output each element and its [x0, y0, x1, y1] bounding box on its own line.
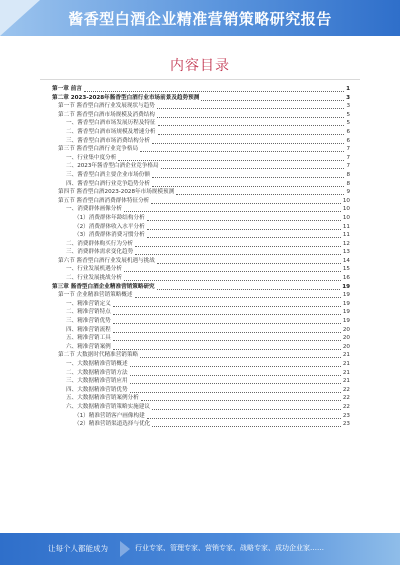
toc-entry-label: 三、大数据精准营销应用	[66, 378, 128, 385]
toc-entry-page: 8	[346, 180, 350, 187]
table-of-contents	[52, 85, 350, 429]
toc-leader-dots	[135, 291, 341, 298]
toc-divider	[40, 79, 360, 80]
toc-leader-dots	[130, 369, 341, 376]
toc-entry[interactable]	[52, 145, 350, 154]
toc-entry-page: 22	[342, 403, 350, 410]
toc-entry[interactable]	[52, 351, 350, 360]
toc-entry-label: 二、消费群体购买行为分析	[66, 240, 134, 247]
toc-entry-label: 第二节 大数据时代精准营销策略	[58, 352, 139, 359]
toc-entry-label: 二、2023年酱香型白酒企业竞争格局	[66, 163, 159, 170]
toc-entry-page: 20	[342, 343, 350, 350]
toc-entry[interactable]	[52, 248, 350, 257]
toc-entry-page: 23	[342, 412, 350, 419]
toc-entry-page: 15	[342, 266, 350, 273]
toc-entry[interactable]	[52, 231, 350, 240]
toc-heading: 内容目录	[170, 58, 230, 74]
toc-entry-page: 21	[342, 369, 350, 376]
toc-entry-label: 第一章 前言	[52, 86, 82, 92]
toc-entry-page: 22	[342, 395, 350, 402]
toc-entry-page: 20	[342, 335, 350, 342]
toc-entry-label: 六、精准营销案例	[66, 343, 111, 350]
toc-leader-dots	[152, 137, 345, 144]
toc-leader-dots	[152, 180, 345, 187]
toc-entry-label: 第一节 酱香型白酒行业发展现状与趋势	[58, 103, 155, 110]
toc-entry-label: 第二节 酱香型白酒市场规模及消费结构	[58, 111, 155, 118]
toc-entry-label: 三、酱香型白酒市场消费结构分析	[66, 137, 150, 144]
toc-entry-label: 第四节 酱香型白酒2023-2028年市场规模预测	[58, 189, 175, 196]
toc-leader-dots	[152, 171, 345, 178]
toc-entry-label: 四、酱香型白酒行业竞争趋势分析	[66, 180, 150, 187]
toc-leader-dots	[147, 214, 341, 221]
toc-entry[interactable]	[52, 369, 350, 378]
footer-slogan-left: 让每个人都能成为	[48, 544, 108, 553]
toc-leader-dots	[113, 317, 341, 324]
toc-entry-page: 7	[346, 154, 350, 161]
toc-entry-label: 一、大数据精准营销概述	[66, 361, 128, 367]
toc-entry[interactable]	[52, 94, 350, 103]
toc-leader-dots	[84, 85, 344, 92]
toc-leader-dots	[135, 248, 341, 255]
toc-entry[interactable]	[52, 223, 350, 232]
toc-entry-page: 5	[346, 111, 350, 118]
toc-leader-dots	[151, 197, 341, 204]
toc-entry-page: 1	[346, 86, 350, 92]
toc-leader-dots	[113, 343, 341, 350]
toc-entry-label: 一、酱香型白酒市场发展历程及特征	[66, 120, 156, 127]
toc-entry-page: 22	[342, 386, 350, 393]
toc-entry-page: 21	[342, 352, 350, 359]
toc-entry[interactable]	[52, 197, 350, 206]
toc-entry-label: 六、大数据精准营销策略实施建议	[66, 403, 150, 410]
toc-leader-dots	[157, 283, 341, 290]
toc-entry[interactable]	[52, 343, 350, 352]
toc-entry-page: 10	[342, 214, 350, 221]
toc-entry[interactable]	[52, 291, 350, 300]
toc-leader-dots	[124, 265, 341, 272]
report-title: 酱香型白酒企业精准营销策略研究报告	[68, 10, 332, 28]
toc-entry-label: 二、行业发展挑战分析	[66, 275, 122, 282]
toc-leader-dots	[147, 412, 341, 419]
toc-entry-label: 第六节 酱香型白酒行业发展机遇与挑战	[58, 257, 155, 264]
toc-entry[interactable]	[52, 214, 350, 223]
toc-leader-dots	[130, 377, 341, 384]
toc-leader-dots	[124, 205, 341, 212]
toc-entry-page: 7	[346, 163, 350, 170]
toc-entry-label: 第三节 酱香型白酒行业竞争格局	[58, 146, 139, 153]
toc-entry[interactable]	[52, 265, 350, 274]
report-header	[0, 0, 400, 36]
toc-entry[interactable]	[52, 300, 350, 309]
toc-entry-page: 11	[342, 232, 350, 239]
toc-entry-label: 二、酱香型白酒市场规模及增速分析	[66, 128, 156, 135]
toc-entry-page: 11	[342, 223, 350, 230]
toc-entry[interactable]	[52, 412, 350, 421]
toc-leader-dots	[130, 386, 341, 393]
toc-entry[interactable]	[52, 137, 350, 146]
toc-leader-dots	[140, 351, 341, 358]
toc-leader-dots	[147, 223, 341, 230]
toc-entry-page: 8	[346, 171, 350, 178]
toc-leader-dots	[157, 111, 345, 118]
toc-entry-label: 一、行业集中度分析	[66, 154, 117, 161]
toc-entry-page: 21	[342, 361, 350, 367]
toc-entry-page: 7	[346, 146, 350, 153]
toc-entry[interactable]	[52, 162, 350, 171]
toc-entry-page: 6	[346, 128, 350, 135]
toc-entry[interactable]	[52, 360, 350, 369]
toc-entry[interactable]	[52, 188, 350, 197]
toc-entry[interactable]	[52, 377, 350, 386]
toc-leader-dots	[118, 154, 344, 161]
toc-entry-label: 第三章 酱香型白酒企业精准营销策略研究	[52, 283, 155, 290]
toc-leader-dots	[161, 162, 345, 169]
toc-entry-label: 三、酱香型白酒主要企业市场份额	[66, 171, 150, 178]
footer-arrow-icon	[120, 541, 130, 557]
toc-leader-dots	[158, 119, 345, 126]
toc-entry-page: 3	[346, 103, 350, 110]
toc-entry[interactable]	[52, 257, 350, 266]
toc-entry[interactable]	[52, 102, 350, 111]
toc-leader-dots	[201, 94, 344, 101]
toc-entry[interactable]	[52, 111, 350, 120]
toc-entry-page: 6	[346, 137, 350, 144]
toc-entry[interactable]	[52, 119, 350, 128]
toc-entry[interactable]	[52, 171, 350, 180]
toc-entry[interactable]	[52, 180, 350, 189]
toc-entry-label: 一、行业发展机遇分析	[66, 266, 122, 273]
toc-leader-dots	[152, 420, 341, 427]
toc-leader-dots	[157, 257, 341, 264]
toc-entry-label: （3）消费群体消费习惯分析	[74, 232, 145, 239]
toc-leader-dots	[141, 394, 341, 401]
toc-leader-dots	[130, 360, 341, 367]
toc-entry[interactable]	[52, 283, 350, 292]
toc-entry-label: 三、精准营销优势	[66, 318, 111, 325]
toc-entry-page: 19	[342, 292, 350, 299]
toc-entry-page: 9	[346, 189, 350, 196]
toc-entry[interactable]	[52, 386, 350, 395]
toc-entry-label: 四、精准营销流程	[66, 326, 111, 333]
toc-entry-label: （2）精准营销渠道选择与优化	[74, 421, 151, 428]
toc-leader-dots	[147, 231, 341, 238]
toc-leader-dots	[158, 128, 345, 135]
toc-entry-page: 12	[342, 240, 350, 247]
toc-entry-label: 二、大数据精准营销方法	[66, 369, 128, 376]
toc-entry[interactable]	[52, 308, 350, 317]
toc-entry-label: 一、精准营销定义	[66, 300, 111, 307]
toc-entry-label: 五、大数据精准营销案例分析	[66, 395, 139, 402]
toc-entry-label: 五、精准营销工具	[66, 335, 111, 342]
toc-entry-label: （1）精准营销客户画像构建	[74, 412, 145, 419]
toc-leader-dots	[152, 403, 341, 410]
footer-slogan-right: 行业专家、管理专家、营销专家、战略专家、成功企业家……	[135, 544, 324, 552]
toc-leader-dots	[113, 326, 341, 333]
toc-entry-label: 第一节 企业精准营销策略概述	[58, 292, 133, 299]
toc-entry[interactable]	[52, 317, 350, 326]
toc-entry[interactable]	[52, 154, 350, 163]
toc-entry-label: 第五节 酱香型白酒消费群体特征分析	[58, 197, 150, 204]
toc-entry[interactable]	[52, 274, 350, 283]
toc-entry-label: 二、精准营销特点	[66, 309, 111, 316]
toc-entry[interactable]	[52, 128, 350, 137]
toc-entry-page: 19	[342, 309, 350, 316]
toc-entry[interactable]	[52, 394, 350, 403]
toc-entry-page: 3	[346, 94, 350, 101]
toc-entry[interactable]	[52, 334, 350, 343]
toc-entry-label: （1）消费群体年龄结构分析	[74, 214, 145, 221]
toc-entry-label: 一、消费群体画像分析	[66, 206, 122, 213]
toc-entry-page: 19	[342, 300, 350, 307]
toc-entry-label: 四、大数据精准营销优势	[66, 386, 128, 393]
toc-entry[interactable]	[52, 240, 350, 249]
toc-leader-dots	[113, 334, 341, 341]
toc-entry-page: 16	[342, 275, 350, 282]
toc-entry-page: 5	[346, 120, 350, 127]
toc-leader-dots	[176, 188, 344, 195]
page-footer	[0, 533, 400, 565]
toc-entry-page: 13	[342, 249, 350, 256]
toc-entry-page: 10	[342, 197, 350, 204]
toc-entry[interactable]	[52, 85, 350, 94]
toc-leader-dots	[113, 308, 341, 315]
toc-entry[interactable]	[52, 420, 350, 429]
toc-entry-page: 23	[342, 421, 350, 428]
toc-entry-page: 19	[342, 283, 350, 290]
toc-leader-dots	[124, 274, 341, 281]
toc-entry-label: （2）消费群体收入水平分析	[74, 223, 145, 230]
toc-entry[interactable]	[52, 403, 350, 412]
toc-leader-dots	[140, 145, 344, 152]
toc-entry-page: 19	[342, 318, 350, 325]
toc-entry-page: 14	[342, 257, 350, 264]
toc-entry-label: 三、消费群体需求变化趋势	[66, 249, 134, 256]
toc-entry-page: 20	[342, 326, 350, 333]
toc-entry-page: 21	[342, 378, 350, 385]
toc-leader-dots	[135, 240, 341, 247]
toc-entry-page: 10	[342, 206, 350, 213]
toc-entry-label: 第二章 2023-2028年酱香型白酒行业市场前景及趋势预测	[52, 94, 200, 101]
toc-entry[interactable]	[52, 326, 350, 335]
toc-leader-dots	[157, 102, 345, 109]
toc-entry[interactable]	[52, 205, 350, 214]
toc-leader-dots	[113, 300, 341, 307]
